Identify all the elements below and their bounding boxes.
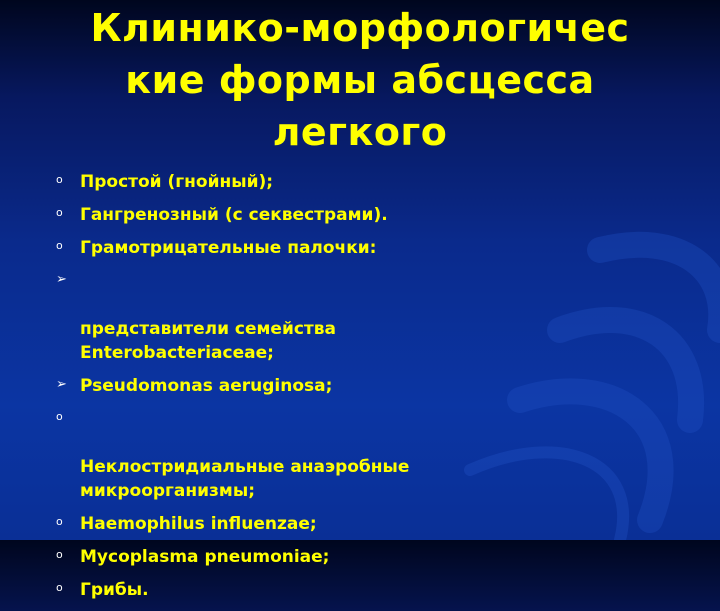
arrow-bullet-icon: ➢ bbox=[56, 272, 67, 287]
list-item-text: Неклостридиальные анаэробные микроорганизмы; bbox=[80, 457, 410, 501]
circle-bullet-icon: o bbox=[56, 206, 63, 219]
list-item-text: Mycoplasma pneumoniae; bbox=[80, 547, 330, 567]
list-item-text: Pseudomonas aeruginosa; bbox=[80, 376, 333, 396]
list-item bbox=[56, 545, 696, 569]
list-item-text: Грамотрицательные палочки: bbox=[80, 238, 377, 258]
list-item bbox=[56, 236, 696, 260]
list-item-text: представители семейства Enterobacteriaceae; bbox=[80, 319, 337, 363]
circle-bullet-icon: o bbox=[56, 410, 63, 423]
list-item-text: Простой (гнойный); bbox=[80, 172, 274, 192]
circle-bullet-icon: o bbox=[56, 173, 63, 186]
list-item bbox=[56, 374, 696, 398]
circle-bullet-icon: o bbox=[56, 515, 63, 528]
circle-bullet-icon: o bbox=[56, 548, 63, 561]
list-item bbox=[56, 203, 696, 227]
list-item bbox=[56, 578, 696, 602]
list-item-text: Грибы. bbox=[80, 580, 149, 600]
circle-bullet-icon: o bbox=[56, 581, 63, 594]
list-item bbox=[56, 512, 696, 536]
list-item bbox=[56, 170, 696, 194]
list-item bbox=[56, 407, 696, 503]
list-item-text: Haemophilus influenzae; bbox=[80, 514, 317, 534]
slide-title: Клинико-морфологичес кие формы абсцесса легкого bbox=[90, 6, 630, 154]
arrow-bullet-icon: ➢ bbox=[56, 377, 67, 392]
bullet-list bbox=[56, 170, 696, 611]
list-item bbox=[56, 269, 696, 365]
list-item-text: Гангренозный (с секвестрами). bbox=[80, 205, 388, 225]
circle-bullet-icon: o bbox=[56, 239, 63, 252]
